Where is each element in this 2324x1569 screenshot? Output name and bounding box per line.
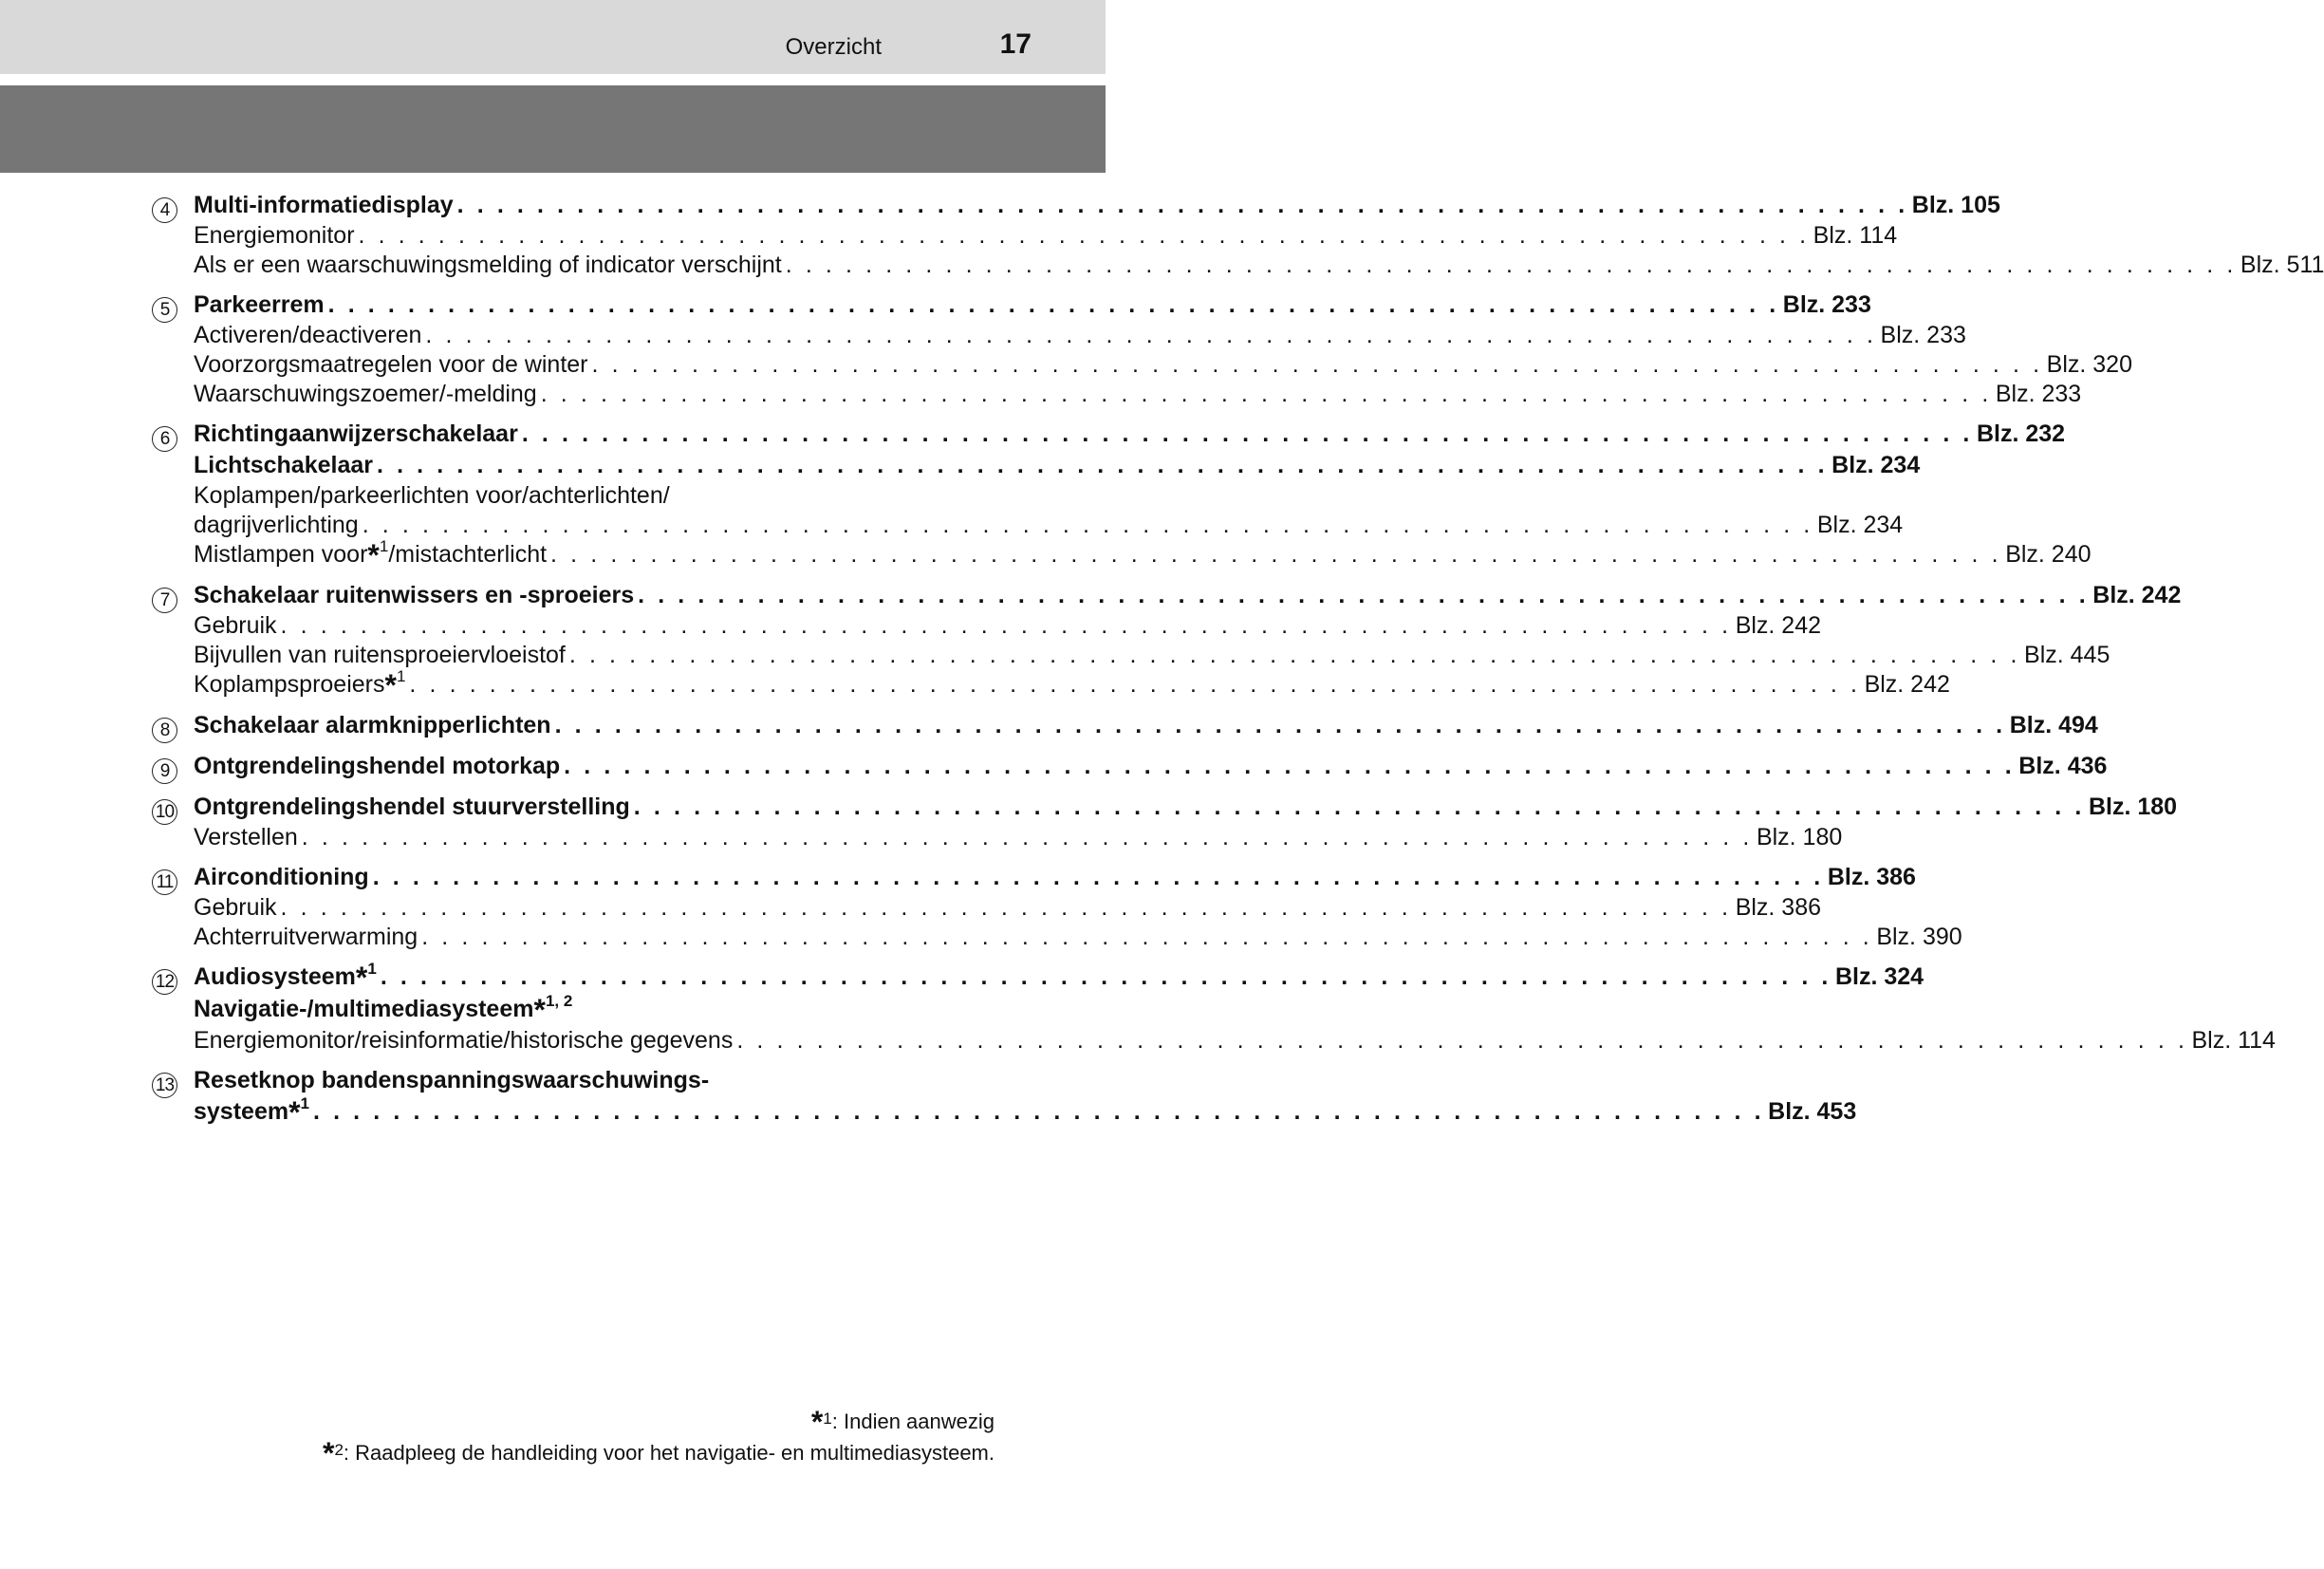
page-reference[interactable]: Blz. 114 [2191, 1027, 2276, 1054]
dot-leader: . . . . . . . . . . . . . . . . . . . . . . . . . . . . . . . . . . . . . . . . . . . . . . . . . . . . . . . . . . . . . . . . . . . . . . . . . [280, 894, 1732, 921]
toc-entry[interactable] [194, 290, 1871, 321]
toc-entry[interactable] [194, 1094, 1857, 1130]
page-reference[interactable]: Blz. 233 [1995, 381, 2082, 407]
toc-entry[interactable] [194, 641, 2110, 670]
footnotes [322, 1405, 995, 1470]
toc-group [152, 960, 2276, 1055]
dot-leader: . . . . . . . . . . . . . . . . . . . . . . . . . . . . . . . . . . . . . . . . . . . . . . . . . . . . . . . . . . . . . . . . . . . . . . . . . [638, 582, 2090, 608]
dot-leader: . . . . . . . . . . . . . . . . . . . . . . . . . . . . . . . . . . . . . . . . . . . . . . . . . . . . . . . . . . . . . . . . . . . . . . . . . [550, 541, 2002, 568]
dot-leader: . . . . . . . . . . . . . . . . . . . . . . . . . . . . . . . . . . . . . . . . . . . . . . . . . . . . . . . . . . . . . . . . . . . . . . . . . [736, 1027, 2188, 1054]
dot-leader: . . . . . . . . . . . . . . . . . . . . . . . . . . . . . . . . . . . . . . . . . . . . . . . . . . . . . . . . . . . . . . . . . . . . . . . . . [280, 612, 1732, 639]
footnote [322, 1436, 995, 1470]
toc-entry[interactable] [194, 611, 1822, 641]
footnote-ref: 1, 2 [545, 992, 573, 1010]
entry-label [194, 792, 630, 823]
page-reference[interactable]: Blz. 386 [1827, 864, 1916, 890]
item-number-badge: 11 [152, 869, 177, 895]
footnote-asterisk: * [384, 668, 397, 702]
toc-entry[interactable] [194, 481, 949, 511]
entry-label [194, 751, 560, 782]
footnote-ref: 1 [379, 537, 389, 555]
toc-entry[interactable] [194, 1065, 949, 1096]
item-number-badge: 8 [152, 718, 177, 743]
footnote-ref: 1 [300, 1094, 309, 1112]
toc-entry[interactable] [194, 321, 1966, 350]
entry-label-text: Navigatie-/multimediasysteem [194, 996, 534, 1022]
page-reference[interactable]: Blz. 242 [2092, 582, 2182, 608]
page-reference[interactable]: Blz. 105 [1911, 192, 2000, 218]
toc-entry[interactable] [194, 667, 1950, 702]
footnote [323, 1405, 995, 1439]
page-reference[interactable]: Blz. 234 [1831, 452, 1921, 478]
item-number-badge: 5 [152, 297, 177, 323]
entry-label [194, 611, 277, 641]
table-of-contents [152, 190, 2324, 1138]
entry-label-text: Ontgrendelingshendel motorkap [194, 753, 561, 779]
dot-leader: . . . . . . . . . . . . . . . . . . . . . . . . . . . . . . . . . . . . . . . . . . . . . . . . . . . . . . . . . . . . . . . . . . . . . . . . . [301, 824, 1753, 850]
entry-label [194, 1096, 309, 1129]
entry-label-text: Resetknop bandenspanningswaarschuwings- [194, 1067, 710, 1093]
toc-entry[interactable] [194, 862, 1916, 893]
entry-label-text: Koplampsproeiers [194, 671, 385, 698]
entry-label [194, 667, 406, 702]
footnote-asterisk: * [355, 961, 368, 995]
footnote-asterisk: * [288, 1095, 301, 1130]
entry-label-text: systeem [194, 1098, 289, 1125]
footnote-asterisk: * [533, 993, 546, 1027]
entry-label-text: Bijvullen van ruitensproeiervloeistof [194, 642, 566, 668]
entry-label [194, 190, 454, 221]
entry-label-text: Richtingaanwijzerschakelaar [194, 420, 518, 447]
page-reference[interactable]: Blz. 386 [1735, 894, 1822, 921]
entry-label-text: Audiosysteem [194, 963, 356, 990]
entry-label-text: Airconditioning [194, 864, 369, 890]
toc-entry[interactable] [194, 751, 2108, 782]
toc-entry[interactable] [194, 419, 2066, 450]
toc-group [152, 792, 2178, 852]
toc-group [152, 1065, 1857, 1130]
entry-label [194, 380, 537, 409]
toc-group [152, 751, 2108, 782]
page-reference[interactable]: Blz. 240 [2005, 541, 2092, 568]
dot-leader: . . . . . . . . . . . . . . . . . . . . . . . . . . . . . . . . . . . . . . . . . . . . . . . . . . . . . . . . . . . . . . . . . . . . . . . . . [521, 420, 1973, 447]
entry-label [194, 221, 355, 251]
footnote-ref: 1 [367, 960, 377, 978]
entry-label [194, 511, 359, 540]
page-reference[interactable]: Blz. 234 [1816, 512, 1904, 538]
page-number: 17 [999, 28, 1032, 60]
footnote-ref: 1 [396, 667, 406, 685]
entry-label [194, 481, 670, 511]
toc-entry[interactable] [194, 450, 1921, 481]
toc-group [152, 710, 2098, 741]
page-reference[interactable]: Blz. 180 [2088, 794, 2178, 820]
page-reference[interactable]: Blz. 114 [1813, 222, 1898, 249]
toc-entry[interactable] [194, 960, 1924, 995]
section-title: Overzicht [785, 34, 882, 60]
toc-entry[interactable] [194, 221, 1898, 251]
toc-entry[interactable] [194, 893, 1822, 923]
toc-entry[interactable] [194, 251, 2324, 280]
item-number-badge: 6 [152, 426, 177, 452]
toc-entry[interactable] [194, 710, 2098, 741]
entry-label [194, 893, 277, 923]
toc-entry[interactable] [194, 350, 2132, 380]
footnote-text: : Indien aanwezig [831, 1410, 995, 1433]
entry-label-text: /mistachterlicht [388, 541, 548, 568]
entry-label-text: Gebruik [194, 894, 277, 921]
item-number-badge: 9 [152, 758, 177, 784]
entry-label [194, 923, 418, 952]
toc-entry[interactable] [194, 1026, 2276, 1055]
dot-leader: . . . . . . . . . . . . . . . . . . . . . . . . . . . . . . . . . . . . . . . . . . . . . . . . . . . . . . . . . . . . . . . . . . . . . . . . . [568, 642, 2021, 668]
dot-leader: . . . . . . . . . . . . . . . . . . . . . . . . . . . . . . . . . . . . . . . . . . . . . . . . . . . . . . . . . . . . . . . . . . . . . . . . . [362, 512, 1813, 538]
page-reference[interactable]: Blz. 436 [2018, 753, 2108, 779]
entry-label [194, 641, 566, 670]
footnote-asterisk: * [367, 538, 380, 572]
entry-label [194, 1065, 709, 1096]
entry-label [194, 350, 588, 380]
toc-group [152, 190, 2324, 280]
item-number-badge: 12 [152, 969, 177, 995]
dot-leader: . . . . . . . . . . . . . . . . . . . . . . . . . . . . . . . . . . . . . . . . . . . . . . . . . . . . . . . . . . . . . . . . . . . . . . . . . [633, 794, 2085, 820]
dot-leader: . . . . . . . . . . . . . . . . . . . . . . . . . . . . . . . . . . . . . . . . . . . . . . . . . . . . . . . . . . . . . . . . . . . . . . . . . [425, 322, 1877, 348]
page-reference[interactable]: Blz. 320 [2046, 351, 2132, 378]
toc-entry[interactable] [194, 580, 2182, 611]
entry-label [194, 962, 377, 994]
dot-leader: . . . . . . . . . . . . . . . . . . . . . . . . . . . . . . . . . . . . . . . . . . . . . . . . . . . . . . . . . . . . . . . . . . . . . . . . . [327, 291, 1779, 318]
page-reference[interactable]: Blz. 242 [1735, 612, 1822, 639]
entry-label-text: Achterruitverwarming [194, 924, 418, 950]
toc-group [152, 290, 2132, 409]
entry-label [194, 537, 548, 572]
footnote-mark: 2 [334, 1441, 344, 1459]
item-number-badge: 13 [152, 1073, 177, 1098]
entry-label-text: Lichtschakelaar [194, 452, 373, 478]
entry-label [194, 580, 634, 611]
toc-group [152, 862, 1962, 952]
toc-entry[interactable] [194, 511, 1904, 540]
page-reference[interactable]: Blz. 494 [2009, 712, 2098, 738]
entry-label [194, 994, 572, 1026]
page-header [0, 0, 1106, 74]
toc-entry[interactable] [194, 923, 1962, 952]
entry-label [194, 823, 298, 852]
dot-leader: . . . . . . . . . . . . . . . . . . . . . . . . . . . . . . . . . . . . . . . . . . . . . . . . . . . . . . . . . . . . . . . . . . . . . . . . . [380, 963, 1831, 990]
page-reference[interactable]: Blz. 445 [2024, 642, 2110, 668]
dot-leader: . . . . . . . . . . . . . . . . . . . . . . . . . . . . . . . . . . . . . . . . . . . . . . . . . . . . . . . . . . . . . . . . . . . . . . . . . [358, 222, 1810, 249]
entry-label-text: Parkeerrem [194, 291, 325, 318]
toc-group [152, 419, 2092, 572]
entry-label [194, 419, 518, 450]
footnote-mark: 1 [823, 1410, 832, 1428]
toc-entry[interactable] [194, 792, 2178, 823]
toc-entry[interactable] [194, 823, 1843, 852]
entry-label-text: Schakelaar alarmknipperlichten [194, 712, 551, 738]
entry-label-text: Mistlampen voor [194, 541, 368, 568]
item-number-badge: 4 [152, 197, 177, 223]
dot-leader: . . . . . . . . . . . . . . . . . . . . . . . . . . . . . . . . . . . . . . . . . . . . . . . . . . . . . . . . . . . . . . . . . . . . . . . . . [540, 381, 1992, 407]
page-reference[interactable]: Blz. 233 [1782, 291, 1871, 318]
entry-label-text: Verstellen [194, 824, 298, 850]
header-band [0, 85, 1106, 173]
entry-label-text: Energiemonitor/reisinformatie/historische gegevens [194, 1027, 734, 1054]
page-reference[interactable]: Blz. 453 [1768, 1098, 1857, 1125]
dot-leader: . . . . . . . . . . . . . . . . . . . . . . . . . . . . . . . . . . . . . . . . . . . . . . . . . . . . . . . . . . . . . . . . . . . . . . . . . [409, 671, 1861, 698]
dot-leader: . . . . . . . . . . . . . . . . . . . . . . . . . . . . . . . . . . . . . . . . . . . . . . . . . . . . . . . . . . . . . . . . . . . . . . . . . [313, 1098, 1765, 1125]
entry-label [194, 251, 782, 280]
page-reference[interactable]: Blz. 511 [2240, 252, 2324, 278]
entry-label-text: Ontgrendelingshendel stuurverstelling [194, 794, 630, 820]
item-number-badge: 10 [152, 799, 177, 825]
toc-entry[interactable] [194, 190, 2000, 221]
entry-label-text: Als er een waarschuwingsmelding of indicator verschijnt [194, 252, 782, 278]
entry-label-text: Energiemonitor [194, 222, 355, 249]
entry-label-text: Koplampen/parkeerlichten voor/achterlichten/ [194, 482, 670, 509]
entry-label [194, 1026, 733, 1055]
entry-label-text: Schakelaar ruitenwissers en -sproeiers [194, 582, 635, 608]
footnote-asterisk: * [810, 1405, 824, 1439]
dot-leader: . . . . . . . . . . . . . . . . . . . . . . . . . . . . . . . . . . . . . . . . . . . . . . . . . . . . . . . . . . . . . . . . . . . . . . . . . [372, 864, 1824, 890]
entry-label [194, 321, 421, 350]
page-reference[interactable]: Blz. 233 [1880, 322, 1966, 348]
entry-label [194, 450, 373, 481]
entry-label [194, 710, 551, 741]
dot-leader: . . . . . . . . . . . . . . . . . . . . . . . . . . . . . . . . . . . . . . . . . . . . . . . . . . . . . . . . . . . . . . . . . . . . . . . . . [564, 753, 2016, 779]
page-reference[interactable]: Blz. 242 [1864, 671, 1950, 698]
entry-label-text: Multi-informatiedisplay [194, 192, 454, 218]
toc-entry[interactable] [194, 994, 949, 1026]
toc-group [152, 580, 2182, 702]
page-reference[interactable]: Blz. 390 [1876, 924, 1962, 950]
footnote-text: : Raadpleeg de handleiding voor het navigatie- en multimediasysteem. [343, 1441, 995, 1465]
page-reference[interactable]: Blz. 232 [1976, 420, 2066, 447]
entry-label-text: dagrijverlichting [194, 512, 359, 538]
dot-leader: . . . . . . . . . . . . . . . . . . . . . . . . . . . . . . . . . . . . . . . . . . . . . . . . . . . . . . . . . . . . . . . . . . . . . . . . . [377, 452, 1829, 478]
entry-label [194, 290, 325, 321]
entry-label-text: Activeren/deactiveren [194, 322, 422, 348]
page-reference[interactable]: Blz. 324 [1834, 963, 1924, 990]
item-number-badge: 7 [152, 588, 177, 613]
entry-label-text: Waarschuwingszoemer/-melding [194, 381, 537, 407]
entry-label-text: Gebruik [194, 612, 277, 639]
entry-label-text: Voorzorgsmaatregelen voor de winter [194, 351, 588, 378]
dot-leader: . . . . . . . . . . . . . . . . . . . . . . . . . . . . . . . . . . . . . . . . . . . . . . . . . . . . . . . . . . . . . . . . . . . . . . . . . [591, 351, 2043, 378]
dot-leader: . . . . . . . . . . . . . . . . . . . . . . . . . . . . . . . . . . . . . . . . . . . . . . . . . . . . . . . . . . . . . . . . . . . . . . . . . [456, 192, 1908, 218]
toc-entry[interactable] [194, 537, 2092, 572]
dot-leader: . . . . . . . . . . . . . . . . . . . . . . . . . . . . . . . . . . . . . . . . . . . . . . . . . . . . . . . . . . . . . . . . . . . . . . . . . [554, 712, 2006, 738]
toc-entry[interactable] [194, 380, 2082, 409]
entry-label [194, 862, 369, 893]
dot-leader: . . . . . . . . . . . . . . . . . . . . . . . . . . . . . . . . . . . . . . . . . . . . . . . . . . . . . . . . . . . . . . . . . . . . . . . . . [421, 924, 1873, 950]
footnote-asterisk: * [322, 1436, 335, 1470]
page-reference[interactable]: Blz. 180 [1756, 824, 1843, 850]
dot-leader: . . . . . . . . . . . . . . . . . . . . . . . . . . . . . . . . . . . . . . . . . . . . . . . . . . . . . . . . . . . . . . . . . . . . . . . . . [785, 252, 2237, 278]
